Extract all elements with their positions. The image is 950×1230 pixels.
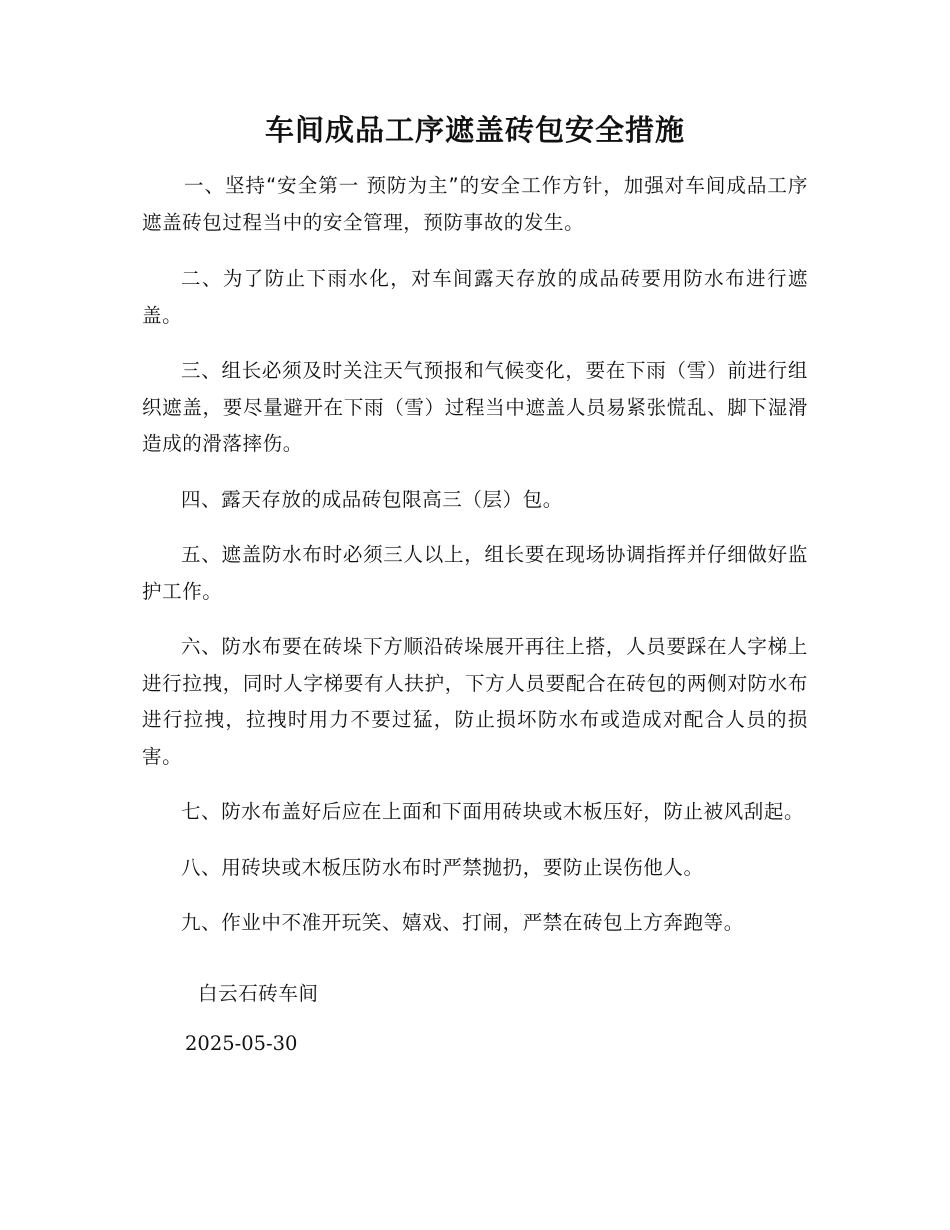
paragraph-8: 八、用砖块或木板压防水布时严禁抛扔，要防止误伤他人。 bbox=[181, 855, 704, 879]
paragraph-3: 三、组长必须及时关注天气预报和气候变化，要在下雨（雪）前进行组织遮盖，要尽量避开在下雨（雪）过程当中遮盖人员易紧张慌乱、脚下湿滑造成的滑落摔伤。 bbox=[142, 359, 808, 455]
paragraph-1: 一、坚持“安全第一 预防为主”的安全工作方针，加强对车间成品工序遮盖砖包过程当中的安全管理，预防事故的发生。 bbox=[142, 174, 808, 234]
document-date: 2025-05-30 bbox=[185, 1032, 298, 1055]
paragraph-2: 二、为了防止下雨水化，对车间露天存放的成品砖要用防水布进行遮盖。 bbox=[142, 267, 808, 327]
paragraph-5: 五、遮盖防水布时必须三人以上，组长要在现场协调指挥并仔细做好监护工作。 bbox=[142, 543, 808, 603]
paragraph-7: 七、防水布盖好后应在上面和下面用砖块或木板压好，防止被风刮起。 bbox=[181, 800, 805, 823]
document-title: 车间成品工序遮盖砖包安全措施 bbox=[264, 113, 685, 147]
paragraph-4: 四、露天存放的成品砖包限高三（层）包。 bbox=[181, 487, 563, 511]
signature-department: 白云石砖车间 bbox=[198, 982, 319, 1005]
paragraph-6: 六、防水布要在砖垛下方顺沿砖垛展开再往上搭，人员要踩在人字梯上进行拉拽，同时人字梯要有人扶护，下方人员要配合在砖包的两侧对防水布进行拉拽，拉拽时用力不要过猛，防止损坏防水布或造成对配合人员的损害。 bbox=[142, 635, 808, 768]
document-body bbox=[142, 168, 808, 961]
paragraph-9: 九、作业中不准开玩笑、嬉戏、打闹，严禁在砖包上方奔跑等。 bbox=[181, 911, 744, 934]
